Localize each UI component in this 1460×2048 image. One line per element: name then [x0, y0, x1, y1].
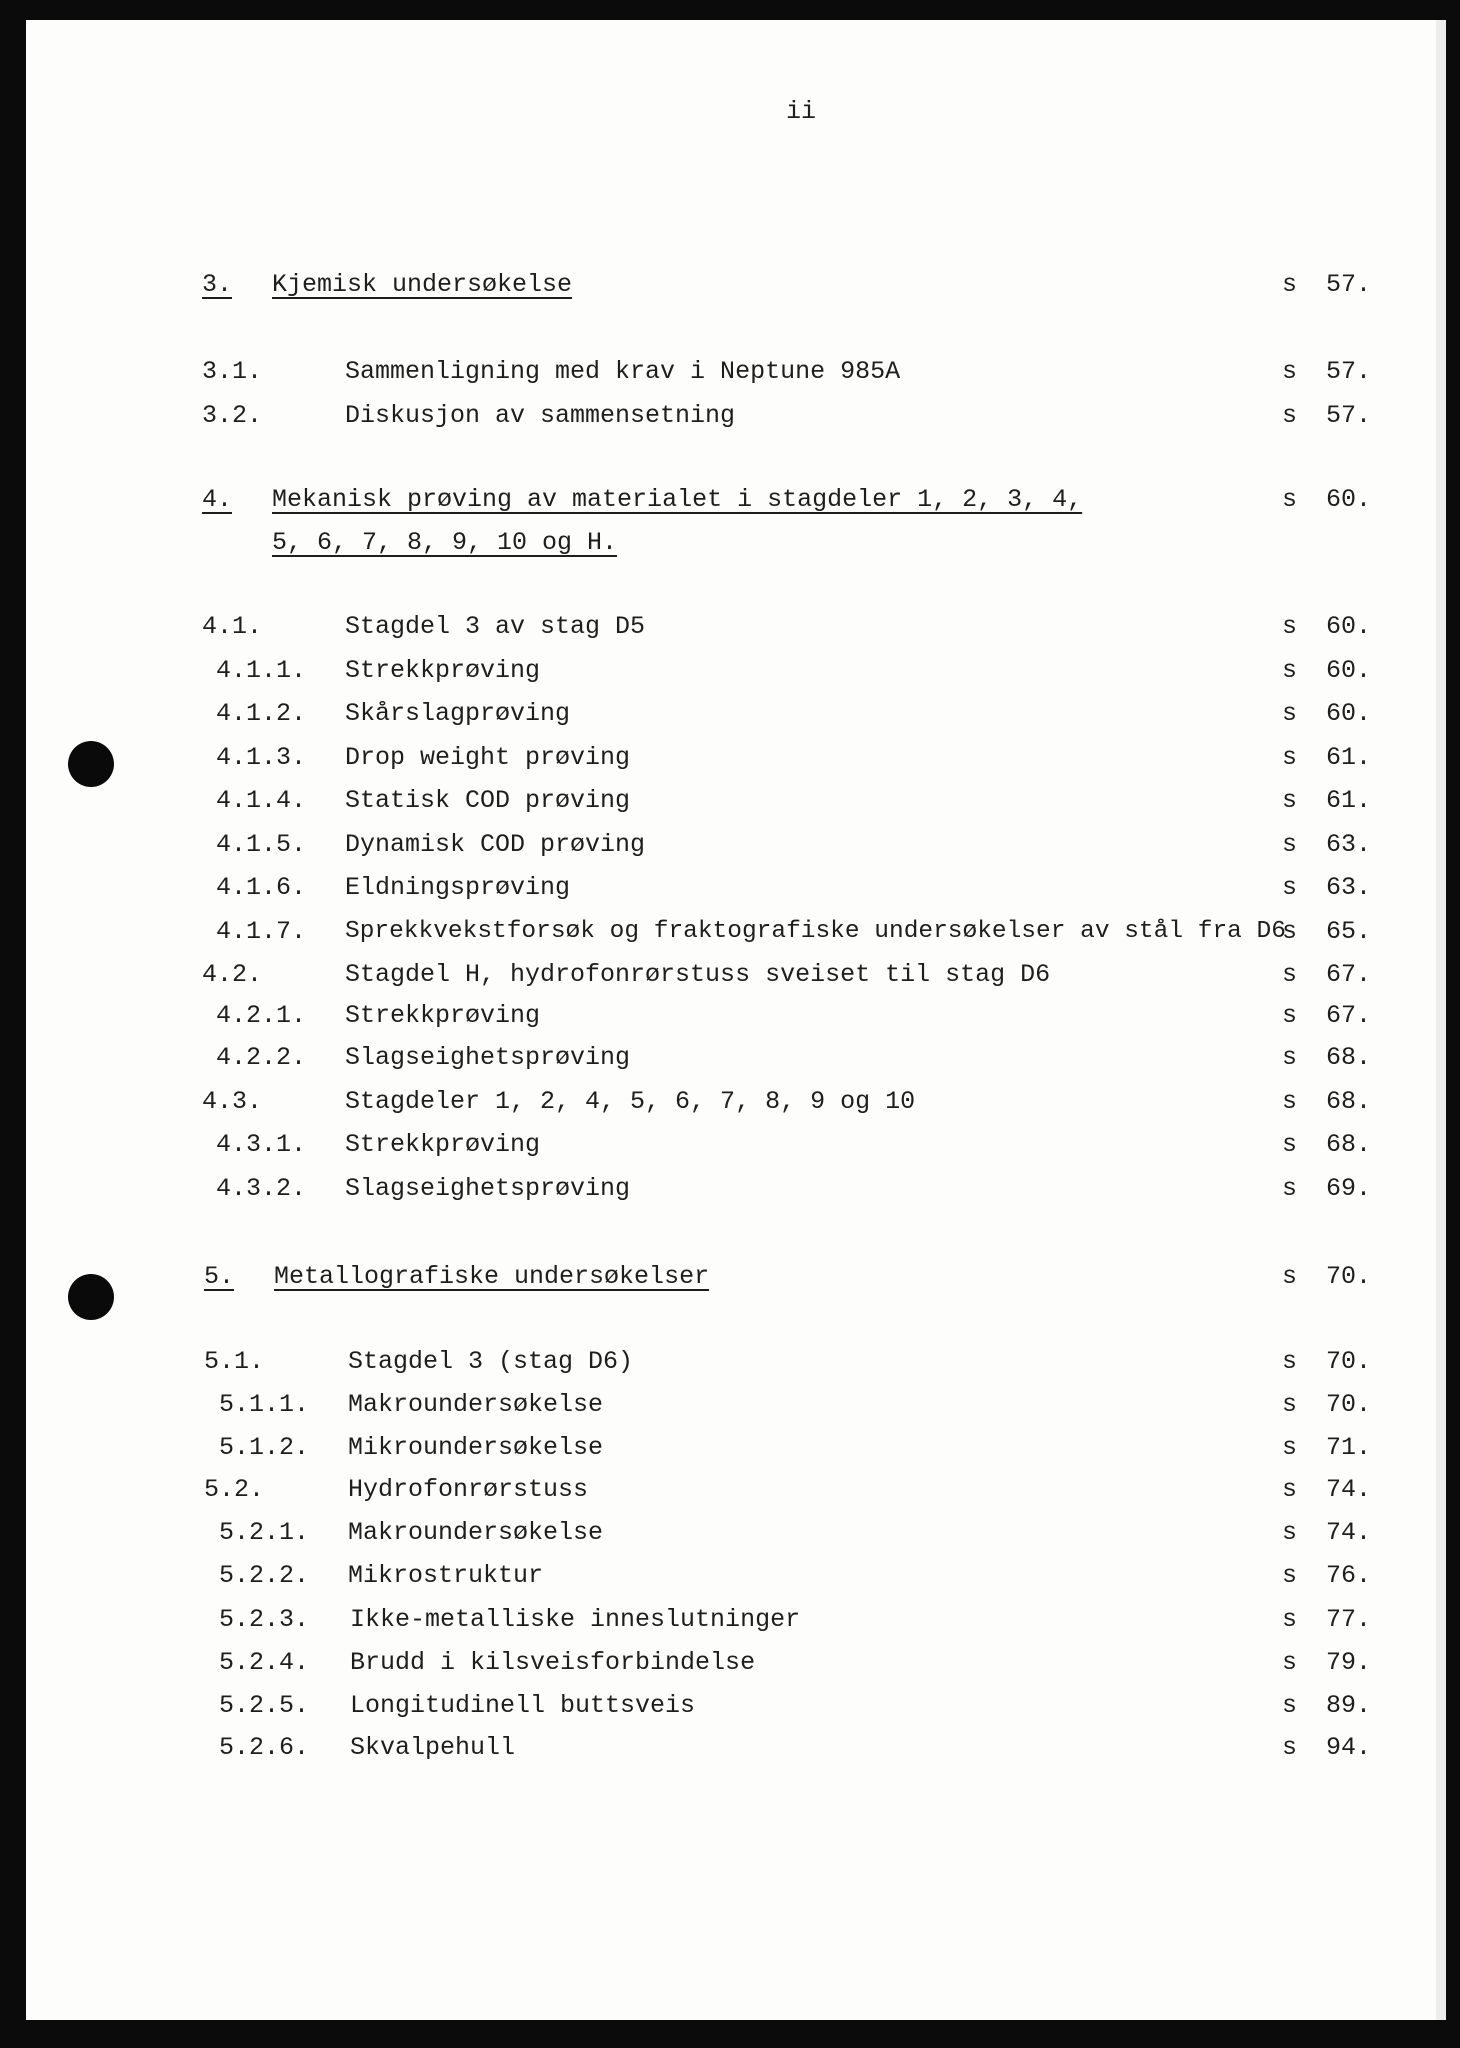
- toc-number: 4.2.1.: [216, 1001, 307, 1030]
- toc-page-prefix: s: [1282, 401, 1298, 430]
- toc-page-prefix: s: [1282, 1648, 1298, 1677]
- toc-title: Sammenligning med krav i Neptune 985A: [345, 357, 901, 386]
- toc-title: Diskusjon av sammensetning: [345, 401, 736, 430]
- toc-page-prefix: s: [1282, 1691, 1298, 1720]
- toc-entry: [0, 612, 1460, 641]
- toc-number: 5.1.: [204, 1347, 265, 1376]
- toc-number: 4.3.2.: [216, 1174, 307, 1203]
- toc-title: Drop weight prøving: [345, 743, 631, 772]
- toc-number: 4.1.4.: [216, 786, 307, 815]
- toc-entry: [0, 830, 1460, 859]
- toc-title: Ikke-metalliske inneslutninger: [350, 1605, 801, 1634]
- toc-entry: [0, 401, 1460, 430]
- toc-page: 60.: [1326, 699, 1372, 728]
- toc-page-prefix: s: [1282, 1518, 1298, 1547]
- toc-page-prefix: s: [1282, 786, 1298, 815]
- toc-entry: [0, 1433, 1460, 1462]
- toc-page: 63.: [1326, 830, 1372, 859]
- toc-page: 67.: [1326, 1001, 1372, 1030]
- toc-page-prefix: s: [1282, 1262, 1298, 1291]
- toc-page-prefix: s: [1282, 1043, 1298, 1072]
- toc-heading: [0, 1262, 1460, 1291]
- toc-title: Makroundersøkelse: [348, 1518, 604, 1547]
- toc-page: 60.: [1326, 656, 1372, 685]
- toc-title: Makroundersøkelse: [348, 1390, 604, 1419]
- toc-page: 89.: [1326, 1691, 1372, 1720]
- toc-entry: [0, 743, 1460, 772]
- toc-number: 3.2.: [202, 401, 263, 430]
- toc-page: 68.: [1326, 1130, 1372, 1159]
- toc-page-prefix: s: [1282, 830, 1298, 859]
- toc-entry: [0, 960, 1460, 989]
- toc-page-prefix: s: [1282, 1174, 1298, 1203]
- toc-number: 3.: [202, 270, 233, 299]
- toc-number: 5.2.6.: [219, 1733, 310, 1762]
- toc-title: Longitudinell buttsveis: [350, 1691, 696, 1720]
- toc-page: 57.: [1326, 270, 1372, 299]
- toc-entry: [0, 699, 1460, 728]
- toc-title: Mikroundersøkelse: [348, 1433, 604, 1462]
- toc-heading: [0, 270, 1460, 299]
- toc-number: 4.3.: [202, 1087, 263, 1116]
- toc-title: Skårslagprøving: [345, 699, 571, 728]
- toc-page: 61.: [1326, 743, 1372, 772]
- toc-page: 94.: [1326, 1733, 1372, 1762]
- toc-entry: [0, 1561, 1460, 1590]
- toc-page: 71.: [1326, 1433, 1372, 1462]
- toc-page-prefix: s: [1282, 1390, 1298, 1419]
- toc-entry: [0, 1691, 1460, 1720]
- toc-page-prefix: s: [1282, 1087, 1298, 1116]
- toc-page: 70.: [1326, 1262, 1372, 1291]
- toc-number: 4.: [202, 485, 233, 514]
- toc-entry: [0, 1518, 1460, 1547]
- toc-page: 67.: [1326, 960, 1372, 989]
- punch-hole: [68, 741, 114, 787]
- toc-page-prefix: s: [1282, 1475, 1298, 1504]
- toc-number: 5.2.3.: [219, 1605, 310, 1634]
- toc-title: Brudd i kilsveisforbindelse: [350, 1648, 756, 1677]
- toc-number: 4.1.5.: [216, 830, 307, 859]
- toc-page: 68.: [1326, 1043, 1372, 1072]
- toc-page: 68.: [1326, 1087, 1372, 1116]
- toc-number: 4.1.7.: [216, 917, 307, 946]
- toc-title: Mekanisk prøving av materialet i stagdeler 1, 2, 3, 4,: [272, 485, 1083, 514]
- toc-page-prefix: s: [1282, 873, 1298, 902]
- toc-entry: [0, 656, 1460, 685]
- toc-title: Hydrofonrørstuss: [348, 1475, 589, 1504]
- toc-entry: [0, 1043, 1460, 1072]
- toc-title: Slagseighetsprøving: [345, 1174, 631, 1203]
- toc-entry: [0, 786, 1460, 815]
- toc-page-prefix: s: [1282, 1561, 1298, 1590]
- toc-number: 4.2.2.: [216, 1043, 307, 1072]
- toc-entry: [0, 1733, 1460, 1762]
- toc-title: Slagseighetsprøving: [345, 1043, 631, 1072]
- toc-page: 61.: [1326, 786, 1372, 815]
- toc-page-prefix: s: [1282, 917, 1298, 946]
- toc-page: 76.: [1326, 1561, 1372, 1590]
- toc-page: 79.: [1326, 1648, 1372, 1677]
- toc-number: 5.2.: [204, 1475, 265, 1504]
- toc-page: 65.: [1326, 917, 1372, 946]
- toc-page: 57.: [1326, 401, 1372, 430]
- toc-page-prefix: s: [1282, 270, 1298, 299]
- toc-title: Skvalpehull: [350, 1733, 516, 1762]
- toc-page: 70.: [1326, 1347, 1372, 1376]
- toc-title-continued: 5, 6, 7, 8, 9, 10 og H.: [272, 528, 618, 557]
- toc-number: 5.: [204, 1262, 235, 1291]
- page-number: ii: [786, 97, 817, 126]
- toc-entry: [0, 1475, 1460, 1504]
- toc-page-prefix: s: [1282, 960, 1298, 989]
- toc-entry: [0, 1087, 1460, 1116]
- toc-page-prefix: s: [1282, 699, 1298, 728]
- toc-title: Strekkprøving: [345, 1001, 541, 1030]
- toc-page: 63.: [1326, 873, 1372, 902]
- toc-number: 5.1.2.: [219, 1433, 310, 1462]
- toc-page: 70.: [1326, 1390, 1372, 1419]
- toc-page-prefix: s: [1282, 1733, 1298, 1762]
- toc-entry: [0, 1174, 1460, 1203]
- toc-page-prefix: s: [1282, 612, 1298, 641]
- toc-page: 74.: [1326, 1475, 1372, 1504]
- toc-title: Mikrostruktur: [348, 1561, 544, 1590]
- toc-number: 4.1.1.: [216, 656, 307, 685]
- toc-title: Metallografiske undersøkelser: [274, 1262, 710, 1291]
- toc-page: 57.: [1326, 357, 1372, 386]
- toc-title: Sprekkvekstforsøk og fraktografiske undersøkelser av stål fra D6: [345, 918, 1286, 945]
- toc-page: 69.: [1326, 1174, 1372, 1203]
- toc-page: 60.: [1326, 612, 1372, 641]
- toc-entry: [0, 1390, 1460, 1419]
- toc-entry: [0, 357, 1460, 386]
- toc-page-prefix: s: [1282, 1001, 1298, 1030]
- page-edge: [1436, 20, 1446, 2020]
- toc-page: 74.: [1326, 1518, 1372, 1547]
- toc-entry: [0, 1605, 1460, 1634]
- toc-title: Strekkprøving: [345, 1130, 541, 1159]
- toc-entry: [0, 1130, 1460, 1159]
- toc-page-prefix: s: [1282, 357, 1298, 386]
- toc-title: Kjemisk undersøkelse: [272, 270, 573, 299]
- toc-title: Eldningsprøving: [345, 873, 571, 902]
- toc-heading: [0, 485, 1460, 514]
- punch-hole: [68, 1274, 114, 1320]
- toc-number: 4.2.: [202, 960, 263, 989]
- toc-page-prefix: s: [1282, 1130, 1298, 1159]
- toc-entry: [0, 873, 1460, 902]
- toc-entry: [0, 1001, 1460, 1030]
- toc-page-prefix: s: [1282, 485, 1298, 514]
- toc-heading-continued: [0, 528, 1460, 557]
- toc-title: Statisk COD prøving: [345, 786, 631, 815]
- toc-title: Stagdel 3 av stag D5: [345, 612, 646, 641]
- toc-number: 4.1.6.: [216, 873, 307, 902]
- toc-number: 4.1.3.: [216, 743, 307, 772]
- toc-number: 5.1.1.: [219, 1390, 310, 1419]
- toc-page: 60.: [1326, 485, 1372, 514]
- toc-entry: [0, 917, 1460, 946]
- toc-number: 5.2.2.: [219, 1561, 310, 1590]
- toc-page-prefix: s: [1282, 656, 1298, 685]
- toc-entry: [0, 1347, 1460, 1376]
- toc-number: 5.2.4.: [219, 1648, 310, 1677]
- toc-page-prefix: s: [1282, 1347, 1298, 1376]
- toc-number: 5.2.5.: [219, 1691, 310, 1720]
- toc-page-prefix: s: [1282, 1605, 1298, 1634]
- toc-entry: [0, 1648, 1460, 1677]
- toc-page-prefix: s: [1282, 743, 1298, 772]
- toc-number: 3.1.: [202, 357, 263, 386]
- toc-title: Strekkprøving: [345, 656, 541, 685]
- toc-title: Stagdel H, hydrofonrørstuss sveiset til stag D6: [345, 960, 1051, 989]
- toc-number: 4.1.: [202, 612, 263, 641]
- toc-title: Stagdeler 1, 2, 4, 5, 6, 7, 8, 9 og 10: [345, 1087, 916, 1116]
- toc-title: Dynamisk COD prøving: [345, 830, 646, 859]
- toc-number: 4.3.1.: [216, 1130, 307, 1159]
- toc-title: Stagdel 3 (stag D6): [348, 1347, 634, 1376]
- toc-page-prefix: s: [1282, 1433, 1298, 1462]
- toc-page: 77.: [1326, 1605, 1372, 1634]
- toc-number: 5.2.1.: [219, 1518, 310, 1547]
- toc-number: 4.1.2.: [216, 699, 307, 728]
